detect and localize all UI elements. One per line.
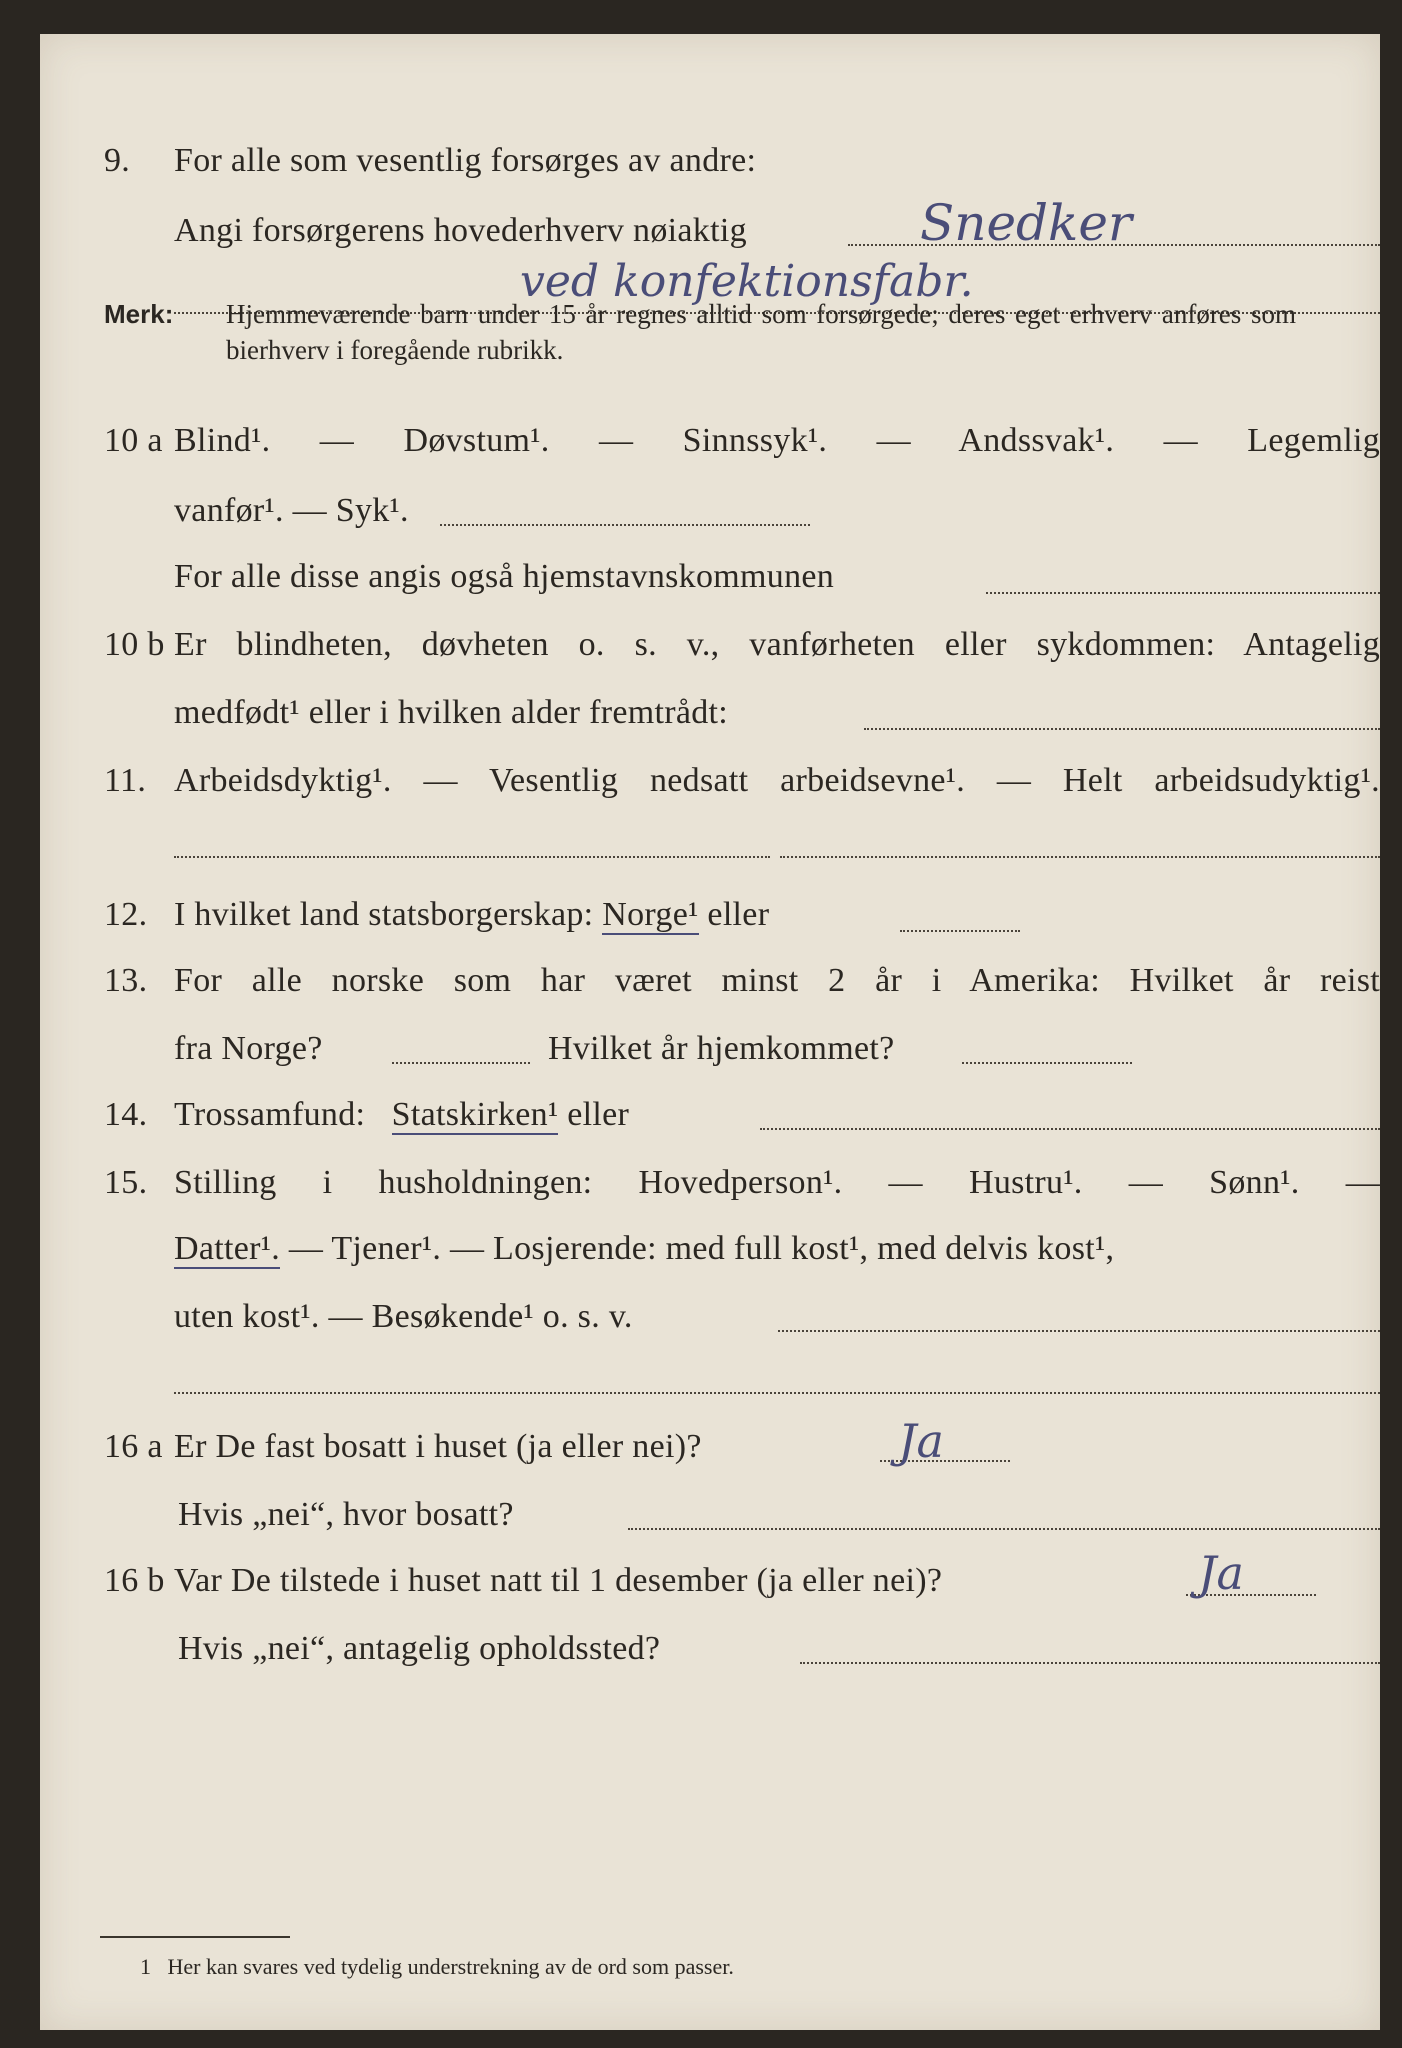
- question-prefix: Trossamfund:: [174, 1096, 366, 1133]
- question-suffix: eller: [707, 896, 770, 933]
- question-text: fra Norge?: [174, 1030, 323, 1067]
- answer-line[interactable]: [864, 728, 1380, 730]
- question-prefix: I hvilket land statsborgerskap:: [174, 896, 594, 933]
- question-text: Hvis „nei“, antagelig opholdssted?: [178, 1630, 661, 1667]
- question-text: [174, 896, 769, 934]
- question-text-cont: — Tjener¹. — Losjerende: med full kost¹, med delvis kost¹,: [288, 1230, 1115, 1267]
- question-text: [174, 1230, 1380, 1268]
- question-number: 10 b: [104, 626, 165, 663]
- question-text: Var De tilstede i huset natt til 1 desember (ja eller nei)?: [174, 1562, 943, 1599]
- footnote-text: Her kan svares ved tydelig understrekning av de ord som passer.: [167, 1954, 734, 1979]
- footnote-mark: 1: [140, 1954, 151, 1979]
- question-number: 13.: [104, 962, 148, 999]
- answer-line[interactable]: [900, 930, 1020, 932]
- question-number: 16 b: [104, 1562, 165, 1599]
- question-number: 11.: [104, 762, 147, 799]
- underlined-option[interactable]: Datter¹.: [174, 1230, 281, 1267]
- note-text: Hjemmeværende barn under 15 år regnes alltid som forsørgede; deres eget erhverv anføres som bierhverv i foregående rubrikk.: [226, 299, 1296, 365]
- question-suffix: eller: [567, 1096, 630, 1133]
- answer-line[interactable]: [760, 1128, 1380, 1130]
- question-number: 15.: [104, 1164, 148, 1201]
- question-text: Blind¹. — Døvstum¹. — Sinnssyk¹. — Andssvak¹. — Legemlig: [174, 422, 1380, 459]
- answer-line[interactable]: [174, 856, 770, 858]
- census-form-page: [40, 34, 1380, 2030]
- question-text: Er De fast bosatt i huset (ja eller nei)?: [174, 1428, 702, 1465]
- question-number: 9.: [104, 142, 131, 179]
- question-text: Hvilket år hjemkommet?: [548, 1030, 895, 1067]
- handwritten-answer: ved konfektionsfabr.: [520, 256, 974, 307]
- footnote-rule: [100, 1936, 290, 1938]
- question-text: [174, 1096, 629, 1134]
- question-text: medfødt¹ eller i hvilken alder fremtrådt:: [174, 694, 729, 731]
- question-text: Angi forsørgerens hovederhverv nøiaktig: [174, 212, 747, 249]
- note-merk: [104, 296, 1296, 365]
- answer-line[interactable]: [778, 1330, 1380, 1332]
- handwritten-answer: Ja: [898, 1414, 944, 1468]
- answer-line[interactable]: [174, 1392, 1380, 1394]
- question-text: Stilling i husholdningen: Hovedperson¹. — Hustru¹. — Sønn¹. —: [174, 1164, 1380, 1201]
- answer-line[interactable]: [800, 1662, 1380, 1664]
- question-number: 16 a: [104, 1428, 163, 1465]
- underlined-option[interactable]: Norge¹: [602, 896, 699, 933]
- question-text: Er blindheten, døvheten o. s. v., vanførheten eller sykdommen: Antagelig: [174, 626, 1380, 663]
- answer-line[interactable]: [392, 1062, 530, 1064]
- question-text: For alle som vesentlig forsørges av andre:: [174, 142, 757, 179]
- question-number: 12.: [104, 896, 148, 933]
- question-text: Hvis „nei“, hvor bosatt?: [178, 1496, 514, 1533]
- answer-line[interactable]: [962, 1062, 1132, 1064]
- question-text: For alle disse angis også hjemstavnskommunen: [174, 558, 835, 595]
- handwritten-answer: Snedker: [920, 194, 1132, 252]
- question-text: For alle norske som har været minst 2 år i Amerika: Hvilket år reist: [174, 962, 1380, 999]
- question-number: 14.: [104, 1096, 148, 1133]
- question-text: uten kost¹. — Besøkende¹ o. s. v.: [174, 1298, 633, 1335]
- question-text: Arbeidsdyktig¹. — Vesentlig nedsatt arbeidsevne¹. — Helt arbeidsudyktig¹.: [174, 762, 1380, 799]
- underlined-option[interactable]: Statskirken¹: [391, 1096, 559, 1133]
- handwritten-answer: Ja: [1198, 1546, 1244, 1600]
- answer-line[interactable]: [986, 592, 1380, 594]
- question-text: vanfør¹. — Syk¹.: [174, 492, 409, 529]
- question-number: 10 a: [104, 422, 163, 459]
- answer-line[interactable]: [780, 856, 1380, 858]
- footnote: [140, 1954, 734, 1980]
- answer-line[interactable]: [628, 1528, 1380, 1530]
- answer-line[interactable]: [440, 524, 810, 526]
- note-label: Merk:: [104, 299, 174, 329]
